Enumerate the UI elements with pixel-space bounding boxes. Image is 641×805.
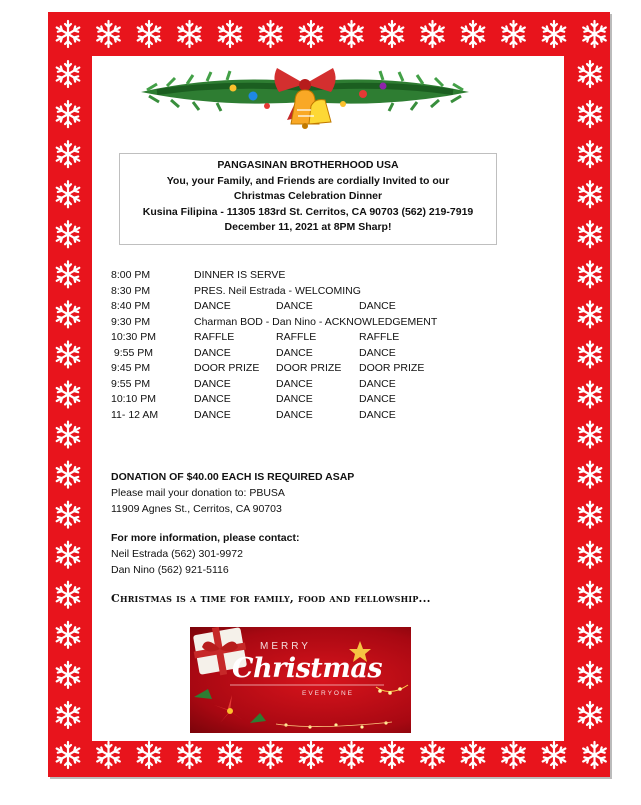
snowflake-icon — [579, 502, 602, 528]
snowflake-icon — [421, 21, 444, 47]
invitation-line: You, your Family, and Friends are cordially Invited to our — [166, 174, 450, 187]
schedule-row — [111, 377, 551, 393]
snowflake-border — [48, 12, 610, 777]
snowflake-icon — [579, 582, 602, 608]
schedule-time: 10:10 PM — [111, 393, 156, 405]
snowflake-icon — [57, 61, 80, 87]
venue-line: Kusina Filipina - 11305 183rd St. Cerritos, CA 90703 (562) 219-7919 — [142, 205, 474, 218]
program-schedule — [111, 268, 551, 423]
snowflake-icon — [57, 742, 80, 768]
snowflake-icon — [57, 422, 80, 448]
schedule-row — [111, 315, 551, 331]
schedule-activity: PRES. Neil Estrada - WELCOMING — [194, 284, 361, 297]
snowflake-icon — [579, 301, 602, 327]
schedule-row — [111, 284, 551, 300]
schedule-activity: DANCE — [276, 393, 313, 405]
tagline: Christmas is a time for family, food and fellowship... — [111, 592, 431, 605]
snowflake-icon — [462, 21, 485, 47]
snowflake-icon — [57, 662, 80, 688]
snowflake-icon — [462, 742, 485, 768]
snowflake-icon — [138, 742, 161, 768]
schedule-activity: DINNER IS SERVE — [194, 269, 286, 281]
snowflake-icon — [579, 221, 602, 247]
snowflake-icon — [579, 341, 602, 367]
snowflake-icon — [300, 21, 323, 47]
schedule-time: 11- 12 AM — [111, 408, 159, 421]
snowflake-icon — [57, 141, 80, 167]
event-info-box — [119, 153, 497, 245]
snowflake-icon — [579, 422, 602, 448]
snowflake-icon — [381, 742, 404, 768]
schedule-activity: DANCE — [359, 393, 396, 405]
schedule-activity: DANCE — [359, 300, 396, 312]
schedule-time: 10:30 PM — [111, 331, 156, 343]
snowflake-icon — [583, 742, 606, 768]
schedule-activity: DANCE — [359, 408, 396, 421]
snowflake-icon — [57, 101, 80, 127]
christmas-garland-icon — [137, 62, 473, 148]
contact-heading: For more information, please contact: — [111, 532, 300, 544]
snowflake-icon — [579, 462, 602, 488]
schedule-activity: RAFFLE — [359, 331, 400, 343]
contact-person: Neil Estrada (562) 301-9972 — [111, 548, 243, 560]
snowflake-icon — [340, 21, 363, 47]
snowflake-icon — [502, 742, 525, 768]
snowflake-icon — [57, 181, 80, 207]
snowflake-icon — [219, 21, 242, 47]
merry-christmas-image — [190, 627, 411, 733]
schedule-row — [111, 361, 551, 377]
snowflake-icon — [219, 742, 242, 768]
snowflake-icon — [579, 261, 602, 287]
schedule-time: 9:55 PM — [111, 346, 154, 359]
schedule-activity: DANCE — [276, 300, 313, 312]
organization-name: PANGASINAN BROTHERHOOD USA — [217, 159, 399, 171]
snowflake-icon — [300, 742, 323, 768]
schedule-activity: DOOR PRIZE — [276, 362, 342, 374]
schedule-row — [111, 268, 551, 284]
snowflake-icon — [579, 101, 602, 127]
schedule-activity: DANCE — [194, 300, 231, 312]
snowflake-icon — [57, 261, 80, 287]
snowflake-icon — [259, 742, 282, 768]
snowflake-icon — [583, 21, 606, 47]
snowflake-icon — [579, 662, 602, 688]
schedule-activity: DANCE — [276, 408, 313, 421]
schedule-activity: DANCE — [194, 377, 231, 390]
schedule-activity: DANCE — [359, 346, 396, 359]
schedule-row — [111, 330, 551, 346]
snowflake-icon — [57, 382, 80, 408]
snowflake-icon — [57, 542, 80, 568]
donation-section — [111, 469, 354, 517]
snowflake-icon — [57, 462, 80, 488]
donation-address: 11909 Agnes St., Cerritos, CA 90703 — [111, 503, 282, 515]
snowflake-icon — [381, 21, 404, 47]
contact-section — [111, 530, 299, 578]
card-everyone-text: EVERYONE — [302, 690, 355, 697]
snowflake-icon — [178, 742, 201, 768]
schedule-activity: DANCE — [194, 393, 231, 405]
snowflake-icon — [57, 582, 80, 608]
schedule-time: 8:40 PM — [111, 300, 151, 312]
snowflake-icon — [178, 21, 201, 47]
snowflake-icon — [57, 21, 80, 47]
snowflake-icon — [579, 542, 602, 568]
snowflake-icon — [97, 742, 120, 768]
snowflake-icon — [502, 21, 525, 47]
snowflake-icon — [579, 382, 602, 408]
snowflake-icon — [579, 141, 602, 167]
schedule-activity: DANCE — [194, 408, 231, 421]
snowflake-icon — [543, 742, 566, 768]
snowflake-icon — [579, 181, 602, 207]
schedule-activity: RAFFLE — [276, 331, 317, 343]
schedule-activity: DANCE — [276, 377, 313, 390]
schedule-time: 8:00 PM — [111, 269, 151, 281]
event-name: Christmas Celebration Dinner — [233, 190, 383, 202]
schedule-row — [111, 408, 551, 424]
snowflake-icon — [57, 221, 80, 247]
content-panel — [92, 56, 564, 741]
snowflake-icon — [97, 21, 120, 47]
schedule-activity: DOOR PRIZE — [359, 362, 425, 374]
schedule-activity: DOOR PRIZE — [194, 362, 260, 374]
snowflake-icon — [57, 702, 80, 728]
schedule-time: 9:55 PM — [111, 377, 151, 390]
contact-person: Dan Nino (562) 921-5116 — [111, 564, 229, 576]
snowflake-icon — [259, 21, 282, 47]
schedule-activity: Charman BOD - Dan Nino - ACKNOWLEDGEMENT — [194, 315, 438, 328]
schedule-row — [111, 346, 551, 362]
snowflake-icon — [421, 742, 444, 768]
card-christmas-text: Christmas — [232, 653, 383, 684]
snowflake-icon — [579, 702, 602, 728]
snowflake-icon — [57, 341, 80, 367]
snowflake-icon — [57, 622, 80, 648]
event-date: December 11, 2021 at 8PM Sharp! — [224, 221, 392, 233]
schedule-time: 8:30 PM — [111, 284, 151, 297]
schedule-activity: DANCE — [359, 377, 396, 390]
snowflake-icon — [579, 622, 602, 648]
schedule-row — [111, 392, 551, 408]
schedule-activity: RAFFLE — [194, 331, 235, 343]
schedule-time: 9:45 PM — [111, 362, 151, 374]
snowflake-icon — [340, 742, 363, 768]
card-merry-text: MERRY — [260, 641, 311, 652]
schedule-activity: DANCE — [276, 346, 313, 359]
schedule-time: 9:30 PM — [111, 315, 151, 328]
snowflake-icon — [57, 301, 80, 327]
snowflake-icon — [138, 21, 161, 47]
snowflake-icon — [543, 21, 566, 47]
donation-mail-line: Please mail your donation to: PBUSA — [111, 487, 285, 499]
snowflake-icon — [57, 502, 80, 528]
donation-heading: DONATION OF $40.00 EACH IS REQUIRED ASAP — [111, 471, 355, 483]
snowflake-icon — [579, 61, 602, 87]
schedule-activity: DANCE — [194, 346, 231, 359]
schedule-row — [111, 299, 551, 315]
